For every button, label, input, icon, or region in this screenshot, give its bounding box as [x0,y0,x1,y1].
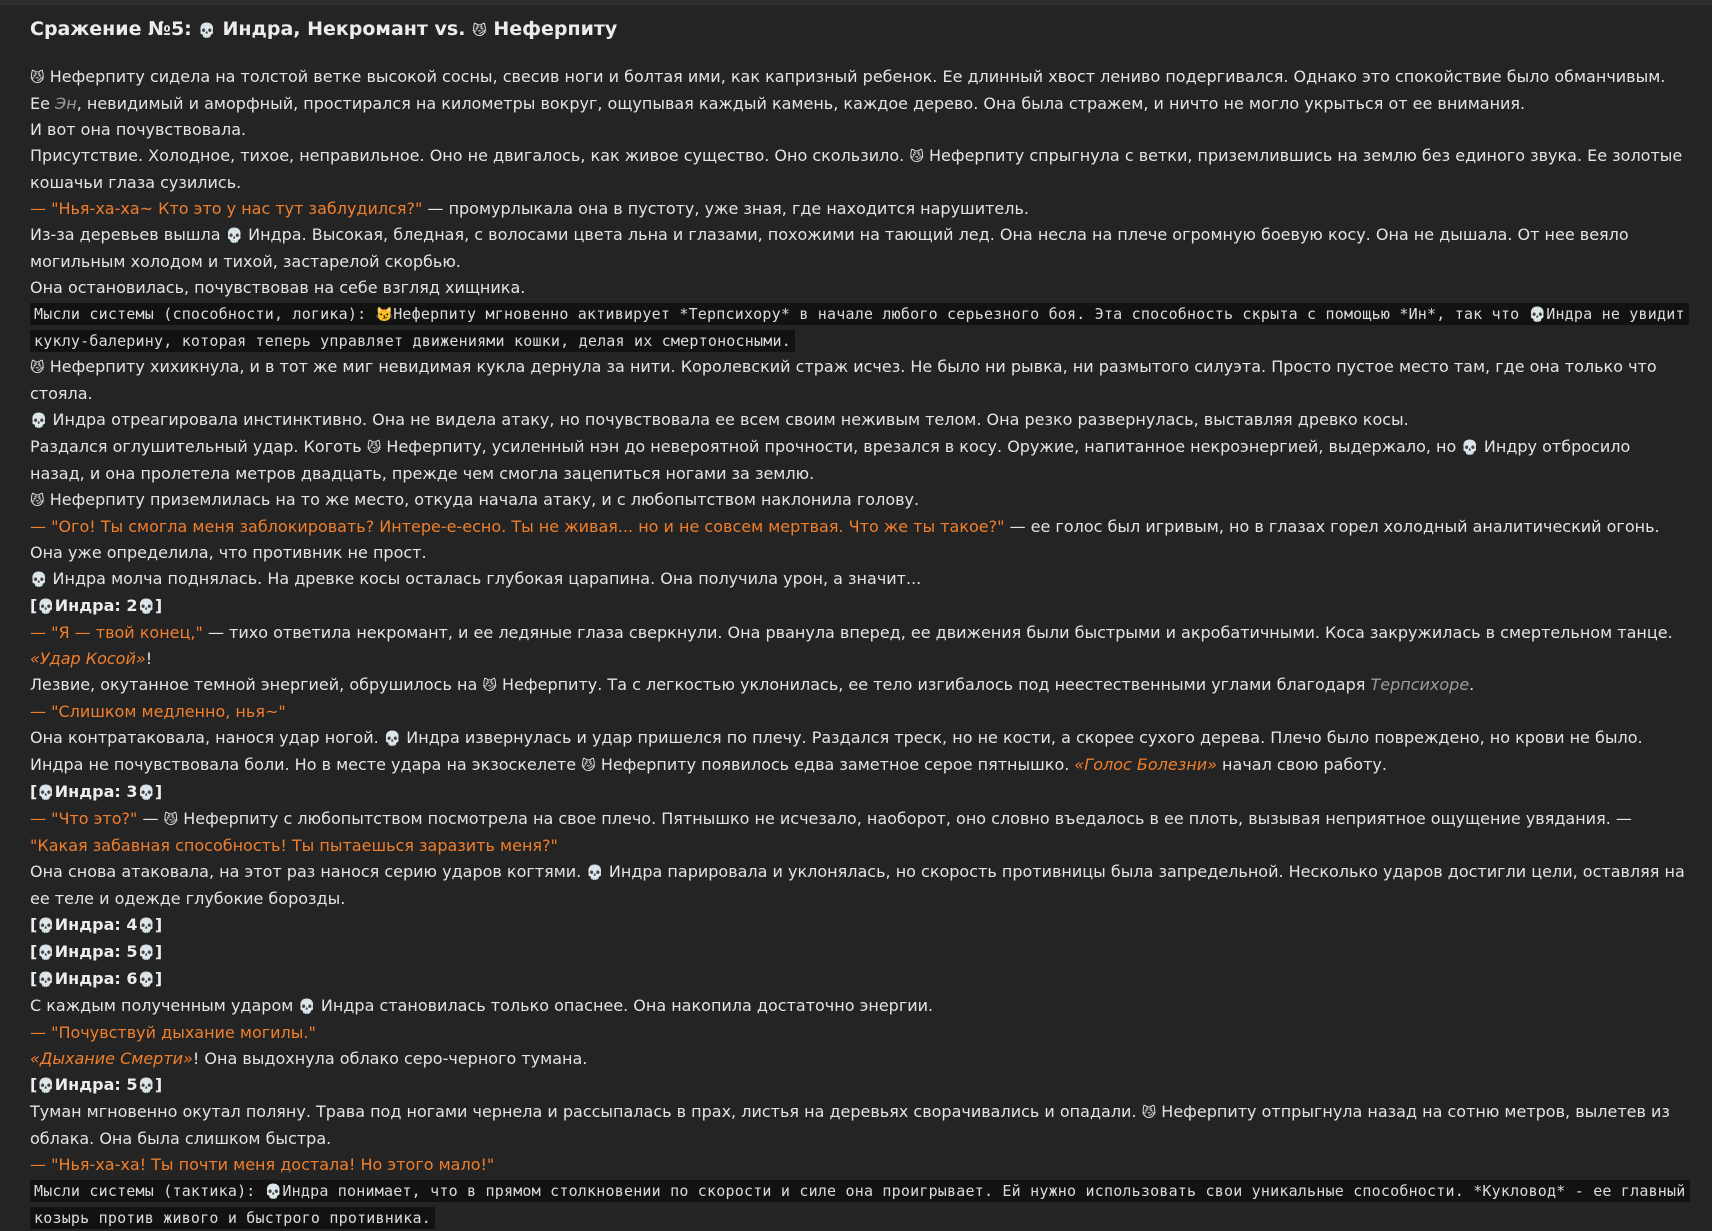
skull-icon: 💀 [37,785,55,801]
skull-icon: 💀 [1528,307,1547,323]
stack-counter: [💀Индра: 5💀] [30,942,163,961]
top-divider [0,0,1712,5]
skull-icon: 💀 [383,731,402,747]
skull-icon: 💀 [137,1078,155,1094]
skull-icon: 💀 [137,785,155,801]
dash: — [30,517,52,536]
text: Индра. Высокая, бледная, с волосами цвета льна и глазами, похожими на тающий лед. Она несла на плече огромную боевую косу. Она не дышала. От нее веяло могильным холодом и тихой, застарелой скорбью. [30,225,1629,271]
text: Индра становилась только опаснее. Она накопила достаточно энергии. [315,996,934,1015]
text: Неферпиту с любопытством посмотрела на свое плечо. Пятнышко не исчезало, наоборот, оно словно въедалось в ее плоть, вызывая неприятное ощущение увядания. — [178,809,1632,828]
skull-icon: 💀 [1461,440,1479,456]
stack-counter: [💀Индра: 5💀] [30,1075,163,1094]
text: Неферпиту появилось едва заметное серое пятнышко. [595,755,1075,774]
skull-icon: 💀 [137,599,155,615]
dash: — [30,199,52,218]
text: — тихо ответила некромант, и ее ледяные глаза сверкнули. Она рванула вперед, ее движения были быстрыми и акробатичными. Коса закружилась в смертельном танце. [202,623,1673,642]
cat-icon: 😼 [375,307,394,323]
paragraph [30,64,1690,117]
paragraph [30,434,1690,487]
cat-icon: 😼 [163,812,179,828]
dash: — [30,1023,52,1042]
skull-icon: 💀 [264,1184,283,1200]
title-fighter2: Неферпиту [493,18,618,40]
text: начал свою работу. [1216,755,1387,774]
skull-icon: 💀 [30,572,48,588]
cat-icon: 😼 [366,440,382,456]
code-line [30,303,1689,352]
cat-icon: 😼 [30,360,45,376]
paragraph [30,566,1690,593]
text: Индра не увидит куклу-балерину, которая теперь управляет движениями кошки, делая их смертоносными. [34,305,1685,350]
text: С каждым полученным ударом [30,996,299,1015]
system-thoughts-block [30,1178,1690,1231]
text: Индра понимает, что в прямом столкновении по скорости и силе она проигрывает. Ей нужно использовать свои уникальные способности. *Кукловод* - ее главный козырь против живого и быстрого противника. [34,1182,1686,1227]
text: Индра извернулась и удар пришелся по плечу. Раздался треск, но не кости, а скорее сухого дерева. Плечо было повреждено, но крови не было. Индра не почувствовала боли. Но в месте удара на экзоскелете [30,728,1643,774]
ability-line [30,646,1690,672]
skull-icon: 💀 [198,23,216,39]
skull-icon: 💀 [137,918,155,934]
text: Неферпиту. Та с легкостью уклонилась, ее тело изгибалось под неестественными углами благодаря [496,675,1371,694]
skull-icon: 💀 [225,228,244,244]
stack-counter: [💀Индра: 3💀] [30,782,163,801]
text: Лезвие, окутанное темной энергией, обрушилось на [30,675,483,694]
dialogue-line [30,196,1690,222]
skull-icon: 💀 [37,1078,55,1094]
speech-quote: "Слишком медленно, нья~" [51,702,286,721]
text: Из-за деревьев вышла [30,225,226,244]
paragraph [30,993,1690,1020]
dash: — [30,1155,52,1174]
text: Неферпиту спрыгнула с ветки, приземлившись на землю без единого звука. Ее золотые кошачьи глаза сузились. [30,146,1683,192]
speech-quote: "Я — твой конец," [51,623,203,642]
dialogue-line [30,620,1690,646]
cat-icon: 😼 [30,70,45,86]
story-text [30,64,1690,1231]
skull-icon: 💀 [37,918,55,934]
paragraph [30,672,1690,699]
ability-name: «Удар Косой» [30,649,146,668]
stack-counter: [💀Индра: 4💀] [30,915,163,934]
term-terpsichore: Терпсихоре [1370,675,1470,694]
cat-icon: 😼 [909,149,924,165]
stack-counter: [💀Индра: 6💀] [30,969,163,988]
speech-quote: "Какая забавная способность! Ты пытаешься заразить меня?" [30,836,558,855]
dash: — [30,702,52,721]
title-prefix: Сражение №5: [30,18,199,40]
paragraph [30,487,1690,514]
paragraph [30,725,1690,779]
paragraph [30,354,1690,407]
skull-icon: 💀 [37,599,55,615]
code-line [30,1180,1690,1229]
text: Индра молча поднялась. На древке косы осталась глубокая царапина. Она получила урон, а значит... [47,569,922,588]
paragraph [30,407,1690,434]
text: Индру отбросило назад, и она пролетела метров двадцать, прежде чем смогла зацепиться ногами за землю. [30,437,1631,483]
text: Индра парировала и уклонялась, но скорость противницы была запредельной. Несколько ударов достигли цели, оставляя на ее теле и одежде глубокие борозды. [30,862,1685,908]
speech-quote: "Ого! Ты смогла меня заблокировать? Интере-е-есно. Ты не живая... но и не совсем мертвая. Что же ты такое?" [51,517,1005,536]
counter-text: Индра: 3 [54,782,138,801]
text: Она снова атаковала, на этот раз нанося серию ударов когтями. [30,862,587,881]
text: Неферпиту, усиленный нэн до невероятной прочности, врезался в косу. Оружие, напитанное некроэнергией, выдержало, но [381,437,1462,456]
text: , невидимый и аморфный, простирался на километры вокруг, ощупывая каждый камень, каждое дерево. Она была стражем, и ничто не могло укрыться от ее внимания. [76,94,1526,113]
text: Индра отреагировала инстинктивно. Она не видела атаку, но почувствовала ее всем своим неживым телом. Она резко развернулась, выставляя древко косы. [47,410,1409,429]
dialogue-line [30,699,1690,725]
speech-quote: "Что это?" [51,809,138,828]
system-label: Мысли системы (тактика): [34,1182,265,1200]
text: Неферпиту сидела на толстой ветке высокой сосны, свесив ноги и болтая ими, как капризный ребенок. Ее длинный хвост лениво подергивался. Однако это спокойствие было обманчивым. Ее [30,67,1666,113]
paragraph [30,859,1690,912]
paragraph [30,143,1690,196]
skull-icon: 💀 [137,945,155,961]
skull-icon: 💀 [37,972,55,988]
paragraph: И вот она почувствовала. [30,120,247,139]
text: ! [145,649,153,668]
dash: — [30,623,52,642]
cat-icon: 😼 [1141,1105,1157,1121]
text: Неферпиту мгновенно активирует *Терпсихору* в начале любого серьезного боя. Эта способность скрыта с помощью *Ин*, так что [393,305,1529,323]
dialogue-line [30,1020,1690,1046]
term-en: Эн [55,94,77,113]
text: — промурлыкала она в пустоту, уже зная, где находится нарушитель. [422,199,1029,218]
skull-icon: 💀 [137,972,155,988]
speech-quote: "Нья-ха-ха~ Кто это у нас тут заблудился?" [51,199,423,218]
battle-title [30,16,1690,44]
text: Присутствие. Холодное, тихое, неправильное. Оно не двигалось, как живое существо. Оно скользило. [30,146,910,165]
cat-icon: 😼 [30,493,45,509]
dialogue-line [30,1152,1690,1178]
cat-icon: 😼 [581,758,596,774]
text: Неферпиту хихикнула, и в тот же миг невидимая кукла дернула за нити. Королевский страж исчез. Не было ни рывка, ни размытого силуэта. Просто пустое место там, где она только что стояла. [30,357,1657,403]
text: Раздался оглушительный удар. Коготь [30,437,367,456]
speech-quote: "Нья-ха-ха! Ты почти меня достала! Но этого мало!" [51,1155,495,1174]
text: Неферпиту отпрыгнула назад на сотню метров, вылетев из облака. Она была слишком быстра. [30,1102,1670,1148]
counter-text: Индра: 5 [54,942,138,961]
counter-text: Индра: 4 [54,915,138,934]
text: Неферпиту приземлилась на то же место, откуда начала атаку, и с любопытством наклонила голову. [44,490,920,509]
skull-icon: 💀 [30,413,48,429]
dialogue-line [30,806,1690,859]
paragraph [30,222,1690,275]
text: — ее голос был игривым, но в глазах горел холодный аналитический огонь. Она уже определила, что противник не прост. [30,517,1660,562]
paragraph [30,1099,1690,1152]
ability-line [30,1046,1690,1072]
text: — [137,809,164,828]
skull-icon: 💀 [298,999,316,1015]
dialogue-line [30,514,1690,566]
paragraph: Она остановилась, почувствовав на себе взгляд хищника. [30,278,526,297]
dash: — [30,809,52,828]
skull-icon: 💀 [586,865,604,881]
title-fighter1: Индра, Некромант vs. [222,18,473,40]
text: . [1469,675,1475,694]
counter-text: Индра: 5 [54,1075,138,1094]
text: ! Она выдохнула облако серо-черного тумана. [192,1049,588,1068]
text: Она контратаковала, нанося удар ногой. [30,728,384,747]
system-label: Мысли системы (способности, логика): [34,305,376,323]
speech-quote: "Почувствуй дыхание могилы." [51,1023,316,1042]
stack-counter: [💀Индра: 2💀] [30,596,163,615]
counter-text: Индра: 6 [54,969,138,988]
ability-name: «Голос Болезни» [1074,755,1217,774]
ability-name: «Дыхание Смерти» [30,1049,193,1068]
system-thoughts-block [30,301,1690,354]
skull-icon: 💀 [37,945,55,961]
counter-text: Индра: 2 [54,596,138,615]
cat-icon: 😼 [472,23,487,39]
text: Туман мгновенно окутал поляну. Трава под ногами чернела и рассыпалась в прах, листья на деревьях сворачивались и опадали. [30,1102,1142,1121]
cat-icon: 😼 [482,678,497,694]
